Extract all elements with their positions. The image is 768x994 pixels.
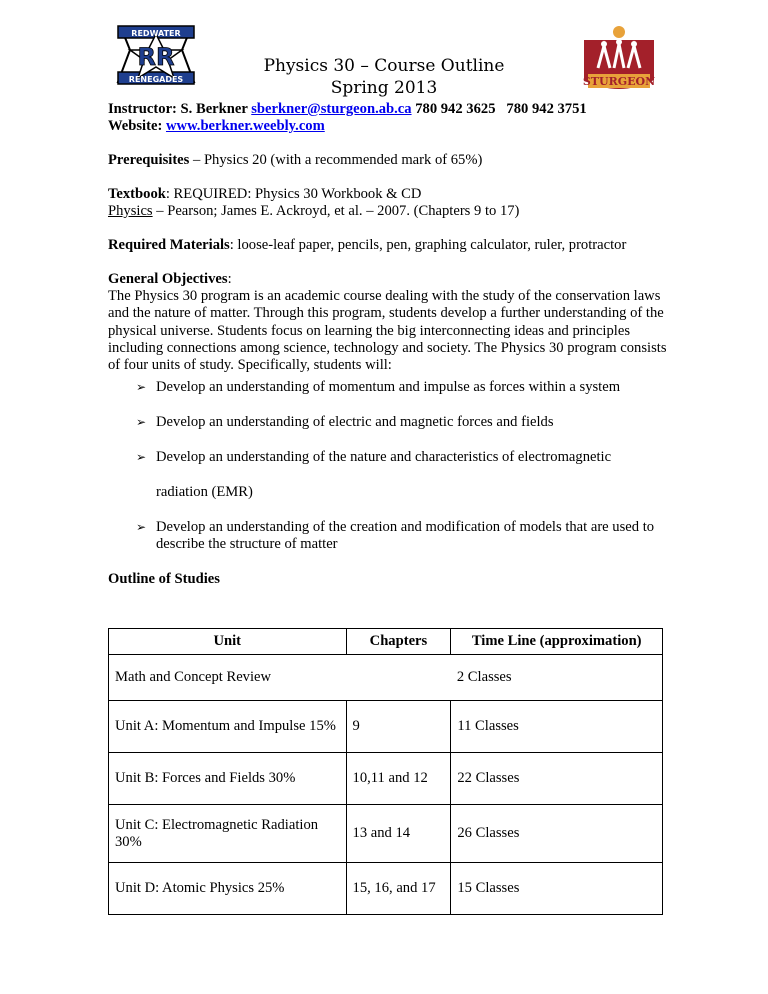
column-header-chapters: Chapters (346, 629, 451, 655)
prerequisites-label: Prerequisites (108, 152, 190, 168)
bullet-text: radiation (EMR) (156, 484, 253, 500)
table-cell-time: 15 Classes (451, 863, 663, 915)
instructor-line (108, 101, 587, 118)
textbook-line-2 (108, 203, 519, 220)
svg-text:RENEGADES: RENEGADES (128, 75, 184, 84)
arrow-bullet-icon: ➢ (136, 450, 147, 464)
textbook-details: – Pearson; James E. Ackroyd, et al. – 2007. (Chapters 9 to 17) (152, 203, 520, 219)
arrow-bullet-icon: ➢ (136, 380, 147, 394)
table-cell-time: 2 Classes (451, 655, 663, 701)
outline-table (108, 628, 663, 915)
arrow-bullet-icon: ➢ (136, 520, 147, 534)
page-subtitle: Spring 2013 (330, 78, 438, 98)
table-cell-chapters: 13 and 14 (346, 805, 451, 863)
table-cell-chapters: 10,11 and 12 (346, 753, 451, 805)
table-cell-unit: Unit D: Atomic Physics 25% (109, 863, 347, 915)
prerequisites (108, 152, 482, 169)
objectives-heading (108, 271, 232, 288)
textbook-label: Textbook (108, 186, 166, 202)
textbook-required: : REQUIRED: Physics 30 Workbook & CD (165, 186, 422, 202)
svg-text:STURGEON: STURGEON (582, 75, 656, 88)
arrow-bullet-icon: ➢ (136, 415, 147, 429)
table-cell-unit: Unit C: Electromagnetic Radiation 30% (109, 805, 347, 863)
objectives-label: General Objectives (108, 271, 228, 287)
bullet-text: Develop an understanding of electric and magnetic forces and fields (156, 414, 554, 430)
instructor-label: Instructor: S. Berkner (108, 101, 248, 117)
bullet-text: Develop an understanding of the creation and modification of models that are used to describe the structure of matter (156, 519, 655, 553)
textbook-line-1 (108, 186, 421, 203)
prerequisites-text: – Physics 20 (with a recommended mark of 65%) (189, 152, 483, 168)
textbook-title: Physics (108, 203, 153, 219)
instructor-email-link[interactable]: sberkner@sturgeon.ab.ca (251, 101, 412, 117)
column-header-timeline: Time Line (approximation) (451, 629, 663, 655)
table-row (109, 753, 663, 805)
instructor-phones: 780 942 3625 780 942 3751 (415, 101, 587, 117)
outline-heading: Outline of Studies (108, 571, 220, 587)
table-row (109, 863, 663, 915)
table-row (109, 655, 663, 701)
objectives-colon: : (227, 271, 232, 287)
bullet-text: Develop an understanding of momentum and impulse as forces within a system (156, 379, 621, 395)
table-row (109, 805, 663, 863)
website-label: Website: (108, 118, 163, 134)
svg-text:RR: RR (137, 43, 175, 71)
table-cell-time: 11 Classes (451, 701, 663, 753)
table-cell-unit: Unit B: Forces and Fields 30% (109, 753, 347, 805)
required-materials (108, 237, 626, 254)
materials-text: : loose-leaf paper, pencils, pen, graphing calculator, ruler, protractor (229, 237, 627, 253)
website-line (108, 118, 325, 135)
page-title: Physics 30 – Course Outline (263, 56, 505, 76)
table-cell-time: 26 Classes (451, 805, 663, 863)
table-row (109, 701, 663, 753)
table-cell-chapters: 9 (346, 701, 451, 753)
website-link[interactable]: www.berkner.weebly.com (165, 118, 325, 134)
table-cell-unit: Math and Concept Review (109, 655, 451, 701)
materials-label: Required Materials (108, 237, 230, 253)
svg-text:REDWATER: REDWATER (131, 29, 181, 38)
table-cell-chapters: 15, 16, and 17 (346, 863, 451, 915)
table-cell-time: 22 Classes (451, 753, 663, 805)
column-header-unit: Unit (109, 629, 347, 655)
objectives-paragraph: The Physics 30 program is an academic course dealing with the study of the conservation laws and the nature of matter. Through this program, students develop a further understanding of the physical universe. Students focus on learning the big interconnecting ideas and principles including connections among science, technology and society. The Physics 30 program consists of four units of study. Specifically, students will: (108, 288, 667, 374)
table-cell-unit: Unit A: Momentum and Impulse 15% (109, 701, 347, 753)
bullet-text: Develop an understanding of the nature and characteristics of electromagnetic (156, 449, 612, 465)
table-header-row (109, 629, 663, 655)
